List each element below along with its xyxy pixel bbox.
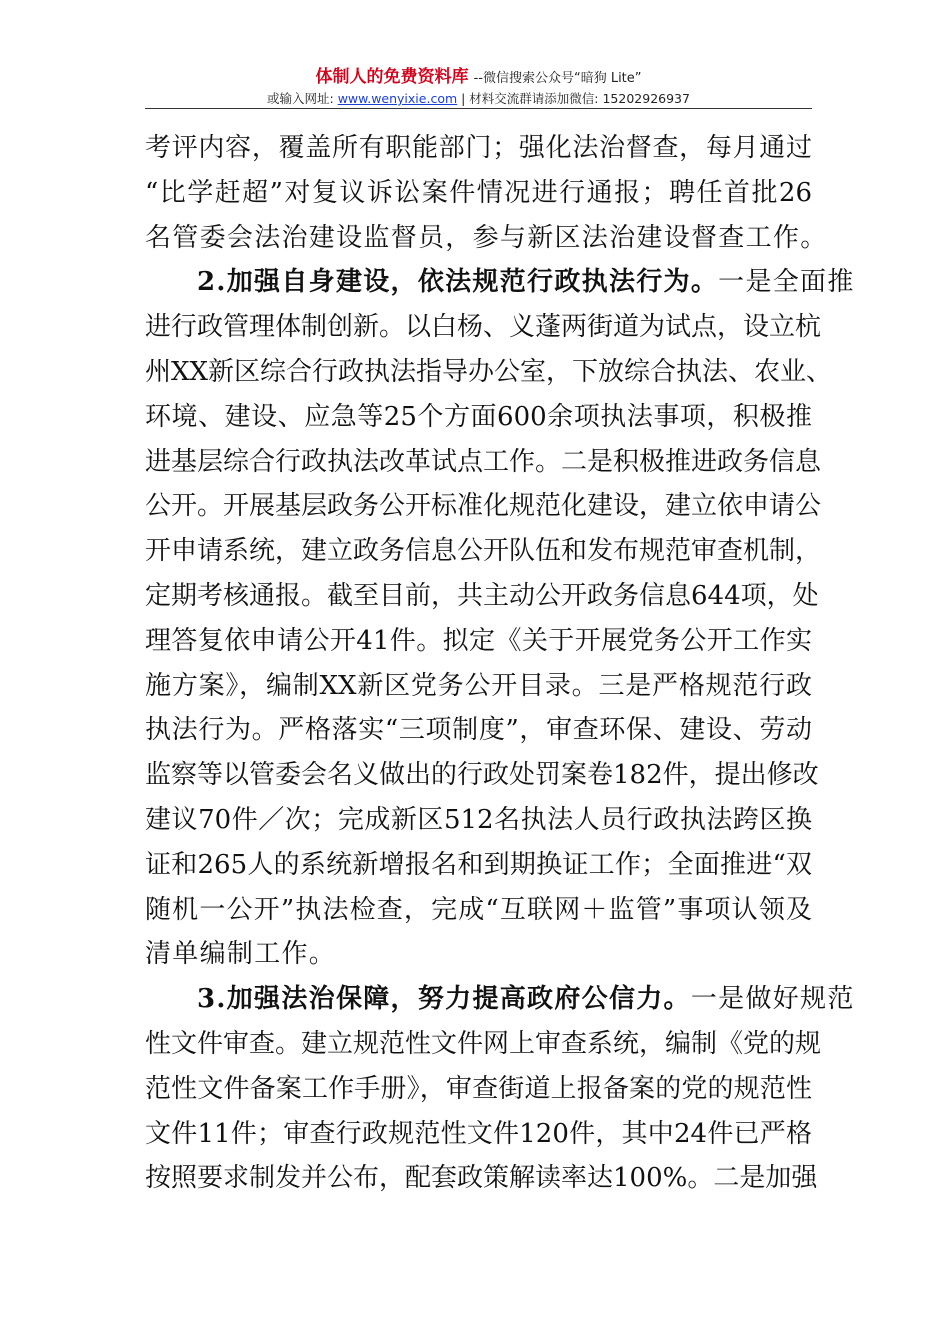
- line-text: 范性文件备案工作手册》，审查街道上报备案的党的规范性: [145, 1073, 812, 1104]
- header-divider: [145, 108, 812, 109]
- text-line: [145, 216, 828, 261]
- line-text: 名管委会法治建设监督员，参与新区法治建设督查工作。: [145, 222, 828, 253]
- header-contact: | 材料交流群请添加微信: 15202926937: [457, 91, 690, 106]
- text-line: [145, 529, 822, 574]
- text-line: [145, 350, 833, 395]
- line-text: 环境、建设、应急等25个方面600余项执法事项，积极推: [145, 401, 812, 432]
- text-line: [145, 798, 812, 843]
- document-body: [145, 126, 855, 1201]
- text-line: [145, 395, 812, 440]
- line-text: 证和265人的系统新增报名和到期换证工作；全面推进“双: [145, 849, 812, 880]
- line-text: 定期考核通报。截至目前，共主动公开政务信息644项，处: [145, 580, 819, 611]
- header-url-prefix: 或输入网址:: [267, 91, 338, 106]
- line-text: 进基层综合行政执法改革试点工作。二是积极推进政务信息: [145, 446, 822, 477]
- header-url-link[interactable]: www.wenyixie.com: [337, 91, 458, 106]
- text-line: [145, 932, 812, 977]
- header-line-1: [145, 66, 812, 90]
- section-heading-2: 2.加强自身建设，依法规范行政执法行为。: [197, 267, 719, 298]
- line-text: 州XX新区综合行政执法指导办公室，下放综合执法、农业、: [145, 356, 833, 387]
- text-line: [145, 574, 819, 619]
- text-line: [145, 708, 812, 753]
- text-line: [145, 1067, 812, 1112]
- line-text: 一是全面推: [718, 267, 855, 298]
- text-line: [145, 619, 812, 664]
- text-line: [145, 440, 822, 485]
- text-line: [145, 843, 812, 888]
- text-line: [145, 1022, 822, 1067]
- text-line: [145, 664, 812, 709]
- page-header: [145, 66, 812, 108]
- text-line: [145, 126, 812, 171]
- header-wechat-note: --微信搜索公众号“暗狗 Lite”: [473, 71, 642, 86]
- text-line: [145, 888, 812, 933]
- line-text: 性文件审查。建立规范性文件网上审查系统，编制《党的规: [145, 1028, 822, 1059]
- line-text: 考评内容，覆盖所有职能部门；强化法治督查，每月通过: [145, 133, 812, 163]
- line-text: 随机一公开”执法检查，完成“互联网＋监管”事项认领及: [145, 894, 812, 925]
- line-text: 监察等以管委会名义做出的行政处罚案卷182件，提出修改: [145, 760, 819, 791]
- section-heading-line: [145, 260, 855, 305]
- line-text: 按照要求制发并公布，配套政策解读率达100%。二是加强: [145, 1163, 818, 1194]
- text-line: [145, 1156, 818, 1201]
- line-text: “比学赶超”对复议诉讼案件情况进行通报；聘任首批26: [145, 177, 812, 208]
- line-text: 清单编制工作。: [145, 939, 337, 970]
- header-brand: 体制人的免费资料库: [315, 67, 469, 87]
- text-line: [145, 171, 812, 216]
- line-text: 一是做好规范: [690, 984, 855, 1015]
- line-text: 理答复依申请公开41件。拟定《关于开展党务公开工作实: [145, 625, 812, 656]
- line-text: 文件11件；审查行政规范性文件120件，其中24件已严格: [145, 1118, 812, 1149]
- section-heading-3: 3.加强法治保障，努力提高政府公信力。: [197, 984, 691, 1015]
- section-heading-line: [145, 977, 855, 1022]
- line-text: 建议70件／次；完成新区512名执法人员行政执法跨区换: [145, 804, 812, 835]
- text-line: [145, 1112, 812, 1157]
- line-text: 进行政管理体制创新。以白杨、义蓬两街道为试点，设立杭: [145, 312, 822, 343]
- line-text: 开申请系统，建立政务信息公开队伍和发布规范审查机制，: [145, 536, 822, 567]
- text-line: [145, 484, 822, 529]
- line-text: 施方案》，编制XX新区党务公开目录。三是严格规范行政: [145, 670, 812, 701]
- text-line: [145, 753, 819, 798]
- header-line-2: [145, 90, 812, 108]
- line-text: 公开。开展基层政务公开标准化规范化建设，建立依申请公: [145, 491, 822, 522]
- text-line: [145, 305, 822, 350]
- line-text: 执法行为。严格落实“三项制度”，审查环保、建设、劳动: [145, 715, 812, 746]
